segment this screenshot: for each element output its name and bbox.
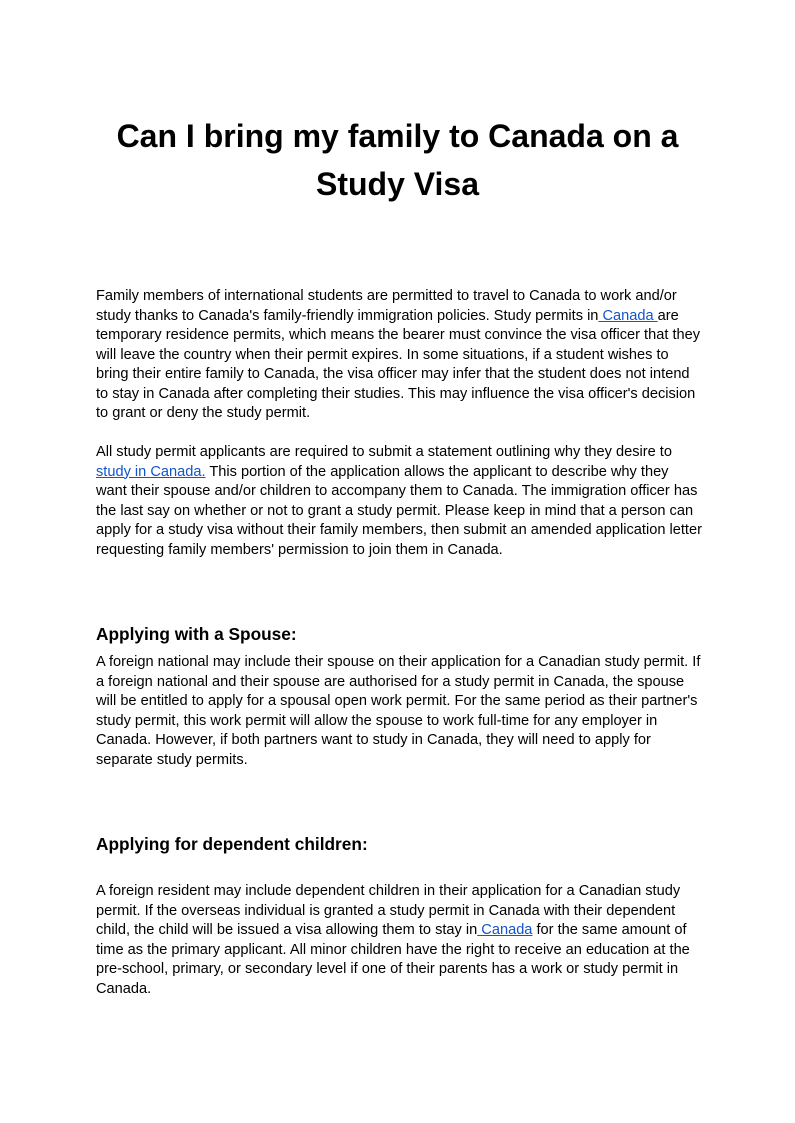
intro-p1-text-a: Family members of international students are permitted to travel to Canada to work and/or study thanks to Canada's family-friendly immigration policies. Study permits in — [96, 288, 677, 324]
intro-p1-text-b: are temporary residence permits, which means the bearer must convince the visa officer that they will leave the country when their permit expires. In some situations, if a student wishes to bring their entire family to Canada, the visa officer may infer that the student does not intend to stay in Canada after completing their studies. This may influence the visa officer's decision to grant or deny the study permit. — [96, 307, 701, 421]
children-paragraph — [96, 882, 702, 999]
children-heading: Applying for dependent children: — [96, 834, 368, 854]
children-text-a: A foreign resident may include dependent children in their application for a Canadian study permit. If the overseas individual is granted a study permit in Canada with their dependent child, the child will be issued a visa allowing them to stay in — [96, 883, 681, 938]
intro-p2-text-b: This portion of the application allows the applicant to describe why they want their spouse and/or children to accompany them to Canada. The immigration officer has the last say on whether or not to grant a study permit. Please keep in mind that a person can apply for a study visa without their family members, then submit an amended application letter requesting family members' permission to join them in Canada. — [96, 463, 702, 558]
study-in-canada-link[interactable]: study in Canada. — [96, 463, 206, 480]
intro-paragraph-1 — [96, 287, 702, 424]
spouse-paragraph: A foreign national may include their spouse on their application for a Canadian study permit. If a foreign national and their spouse are authorised for a study permit in Canada, the spouse will be entitled to apply for a spousal open work permit. For the same period as their partner's study permit, this work permit will allow the spouse to work full-time for any employer in Canada. However, if both partners want to study in Canada, they will need to apply for separate study permits. — [96, 654, 701, 768]
canada-link-2[interactable]: Canada — [477, 922, 533, 938]
children-text-b: for the same amount of time as the primary applicant. All minor children have the right to receive an education at the pre-school, primary, or secondary level if one of their parents has a work or study permit in Canada. — [96, 922, 690, 997]
canada-link-1[interactable]: Canada — [598, 307, 658, 324]
intro-paragraph-2 — [96, 443, 702, 560]
intro-p2-text-a: All study permit applicants are required to submit a statement outlining why they desire to — [96, 444, 672, 460]
page-title: Can I bring my family to Canada on a Study Visa — [116, 118, 679, 202]
spouse-heading: Applying with a Spouse: — [96, 624, 297, 644]
